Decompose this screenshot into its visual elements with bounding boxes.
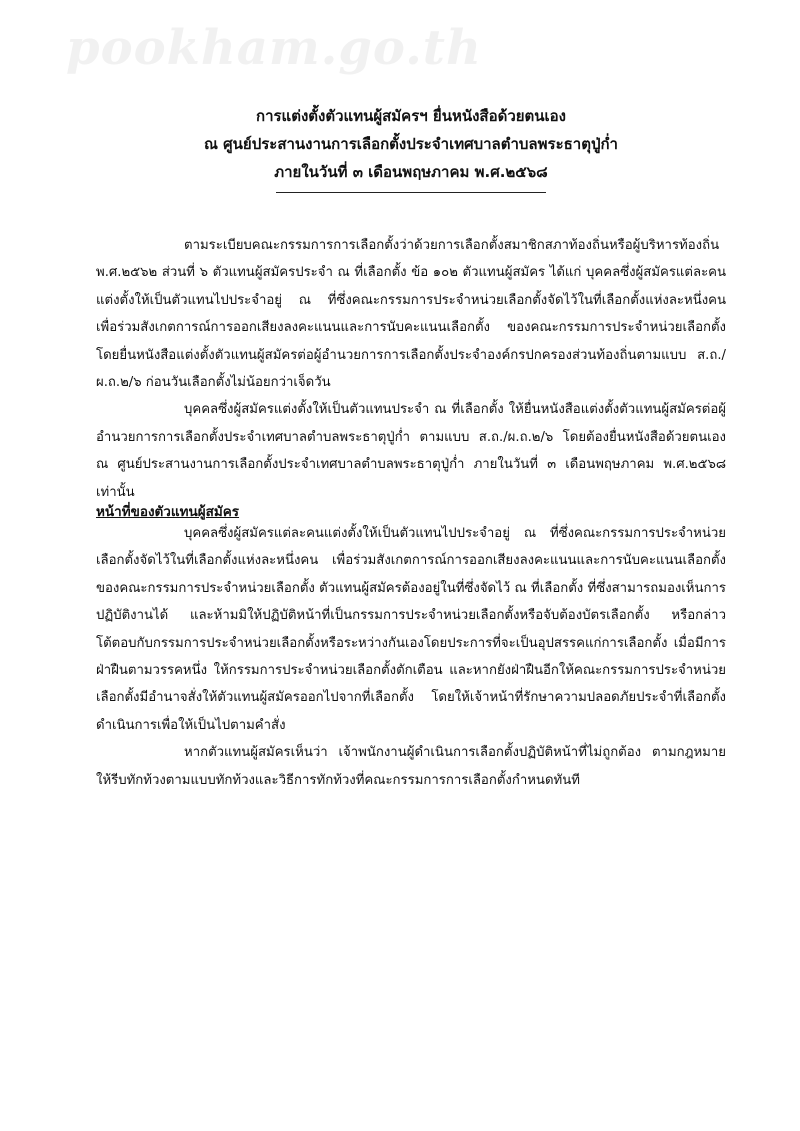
paragraph-objection: หากตัวแทนผู้สมัครเห็นว่า เจ้าพนักงานผู้ดำเนินการเลือกตั้งปฏิบัติหน้าที่ไม่ถูกต้อง ตามกฎหมายให้รีบทักท้วงตามแบบทักท้วงและวิธีการทักท้วงที่คณะกรรมการการเลือกตั้งกำหนดทันที [96,745,726,788]
paragraph-submission: บุคคลซึ่งผู้สมัครแต่งตั้งให้เป็นตัวแทนประจำ ณ ที่เลือกตั้ง ให้ยื่นหนังสือแต่งตั้งตัวแทนผู้สมัครต่อผู้อำนวยการการเลือกตั้งประจำเทศบาลตำบลพระธาตุปู่ก่ำ ตามแบบ ส.ถ./ผ.ถ.๒/๖ โดยต้องยื่นหนังสือด้วยตนเอง ณ ศูนย์ประสานงานการเลือกตั้งประจำเทศบาลตำบลพระธาตุปู่ก่ำ ภายในวันที่ ๓ เดือนพฤษภาคม พ.ศ.๒๕๖๘ เท่านั้น [96,402,726,500]
title-block [96,102,726,193]
paragraph-regulation: ตามระเบียบคณะกรรมการการเลือกตั้งว่าด้วยการเลือกตั้งสมาชิกสภาท้องถิ่นหรือผู้บริหารท้องถิ่น พ.ศ.๒๕๖๒ ส่วนที่ ๖ ตัวแทนผู้สมัครประจำ ณ ที่เลือกตั้ง ข้อ ๑๐๒ ตัวแทนผู้สมัคร ได้แก่ บุคคลซึ่งผู้สมัครแต่ละคนแต่งตั้งให้เป็นตัวแทนไปประจำอยู่ ณ ที่ซึ่งคณะกรรมการประจำหน่วยเลือกตั้งจัดไว้ในที่เลือกตั้งแห่งละหนึ่งคน เพื่อร่วมสังเกตการณ์การออกเสียงลงคะแนนและการนับคะแนนเลือกตั้ง ของคณะกรรมการประจำหน่วยเลือกตั้ง โดยยื่นหนังสือแต่งตั้งตัวแทนผู้สมัครต่อผู้อำนวยการการเลือกตั้งประจำองค์กรปกครองส่วนท้องถิ่นตามแบบ ส.ถ./ผ.ถ.๒/๖ ก่อนวันเลือกตั้งไม่น้อยกว่าเจ็ดวัน [96,238,726,391]
title-line-2: ณ ศูนย์ประสานงานการเลือกตั้งประจำเทศบาลตำบลพระธาตุปู่ก่ำ [204,135,618,153]
title-line-1: การแต่งตั้งตัวแทนผู้สมัครฯ ยื่นหนังสือด้วยตนเอง [256,107,566,125]
section-duties [96,520,726,794]
watermark-text: pookham.go.th [66,20,482,76]
section-regulation [96,232,726,506]
title-divider [276,192,546,193]
paragraph-duties: บุคคลซึ่งผู้สมัครแต่ละคนแต่งตั้งให้เป็นตัวแทนไปประจำอยู่ ณ ที่ซึ่งคณะกรรมการประจำหน่วยเลือกตั้งจัดไว้ในที่เลือกตั้งแห่งละหนึ่งคน เพื่อร่วมสังเกตการณ์การออกเสียงลงคะแนนและการนับคะแนนเลือกตั้งของคณะกรรมการประจำหน่วยเลือกตั้ง ตัวแทนผู้สมัครต้องอยู่ในที่ซึ่งจัดไว้ ณ ที่เลือกตั้ง ที่ซึ่งสามารถมองเห็นการปฏิบัติงานได้ และห้ามมิให้ปฏิบัติหน้าที่เป็นกรรมการประจำหน่วยเลือกตั้งหรือจับต้องบัตรเลือกตั้ง หรือกล่าวโต้ตอบกับกรรมการประจำหน่วยเลือกตั้งหรือระหว่างกันเองโดยประการที่จะเป็นอุปสรรคแก่การเลือกตั้ง เมื่อมีการฝ่าฝืนตามวรรคหนึ่ง ให้กรรมการประจำหน่วยเลือกตั้งตักเตือน และหากยังฝ่าฝืนอีกให้คณะกรรมการประจำหน่วยเลือกตั้งมีอำนาจสั่งให้ตัวแทนผู้สมัครออกไปจากที่เลือกตั้ง โดยให้เจ้าหน้าที่รักษาความปลอดภัยประจำที่เลือกตั้งดำเนินการเพื่อให้เป็นไปตามคำสั่ง [96,526,726,733]
section-heading-duties: หน้าที่ของตัวแทนผู้สมัคร [96,504,240,520]
title-line-3: ภายในวันที่ ๓ เดือนพฤษภาคม พ.ศ.๒๕๖๘ [274,163,548,181]
